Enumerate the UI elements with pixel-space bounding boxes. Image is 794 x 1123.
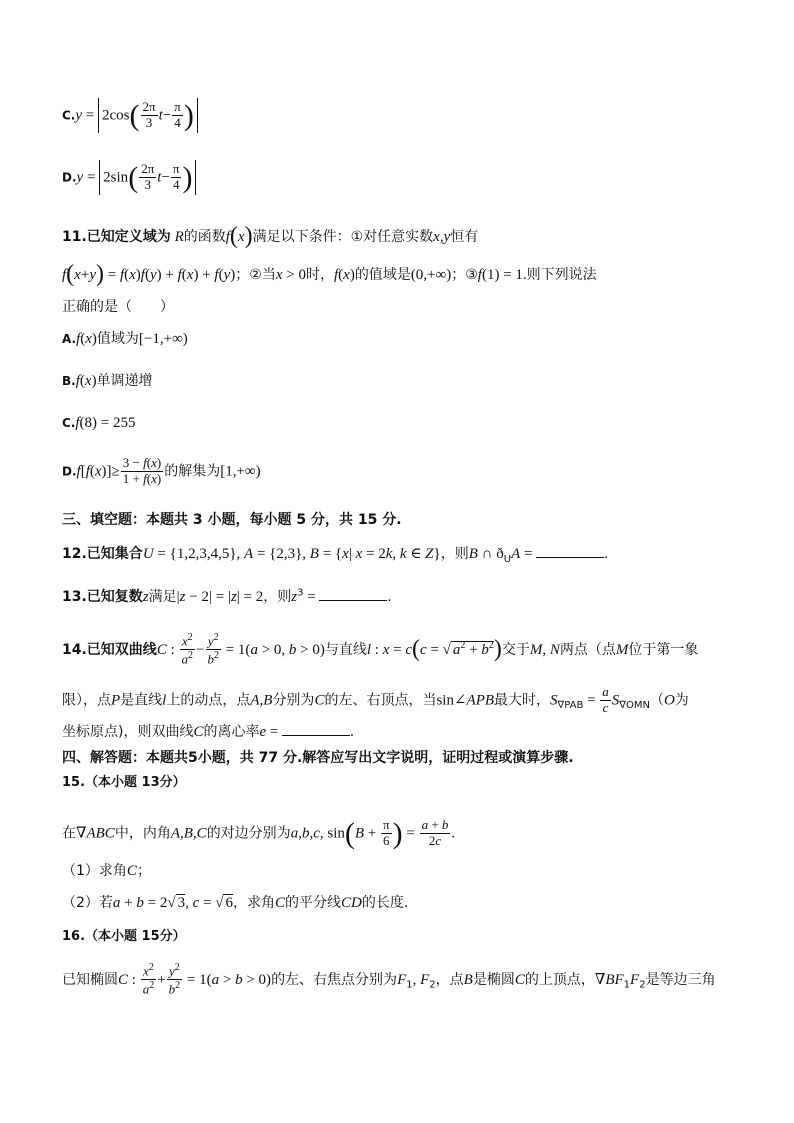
q14-line3: 坐标原点)，则双曲线C的离心率e = .	[62, 724, 354, 740]
q16-stem: 已知椭圆C : $\frac{x^2}{a^2}$ + $\frac{y^2}{b^2}$ = 1(a > b > 0)的左、右焦点分别为$F_1$, $F_2$，点B是椭圆C的上顶点，$\nabla BF_1F_2$是等边三角	[62, 962, 716, 997]
option-label: D.	[62, 170, 77, 185]
q11-conditions: f(x+y) = f(x)f(y) + f(x) + f(y)；②当x > 0时，f(x)的值域是(0,+∞)；③f(1) = 1.则下列说法	[62, 261, 597, 287]
section-3-title: 三、填空题：本题共 3 小题，每小题 5 分，共 15 分.	[62, 512, 402, 528]
q11-option-b: B.f(x)单调递增	[62, 373, 153, 389]
q12: 12.已知集合U = {1,2,3,4,5}, A = {2,3}, B = {x| x = 2k, k ∈ Z}，则B ∩ $ð_UA$ = .	[62, 546, 608, 565]
answer-blank	[319, 588, 387, 601]
abs-expression: 2cos( $\frac{2\pi}{3}$ t− $\frac{\pi}{4}$ )	[98, 98, 198, 133]
q11-option-c: C.f(8) = 255	[62, 415, 136, 431]
q13: 13.已知复数z满足|z − 2| = |z| = 2，则$z^3$ = .	[62, 587, 392, 605]
q10-option-c: C.y = 2cos( $\frac{2\pi}{3}$ t− $\frac{\pi}{4}$ )	[62, 98, 198, 133]
answer-blank	[282, 723, 350, 736]
q15-part2: （2）若a + b = 2√ 3, c = √ 6，求角C的平分线CD的长度.	[62, 895, 409, 911]
q11-option-a: A.f(x)值域为[−1,+∞)	[62, 331, 188, 347]
q14-line1: 14.已知双曲线C : $\frac{x^2}{a^2}$ − $\frac{y^2}{b^2}$ = 1(a > 0, b > 0)与直线l : x = c(c = √ $a^2 + b^2$)交于M, N两点（点M位于第一象	[62, 632, 699, 667]
q15-head: 15.（本小题 13分）	[62, 775, 186, 790]
q11-stem: 11.已知定义域为 R的函数f(x)满足以下条件：①对任意实数x,y恒有	[62, 223, 479, 249]
answer-blank	[536, 545, 604, 558]
q15-stem: 在∇ABC中，内角A,B,C的对边分别为a,b,c, sin(B + $\frac{\pi}{6}$ ) = $\frac{a + b}{2c}$ .	[62, 816, 456, 850]
q11-question: 正确的是（ ）	[62, 299, 174, 315]
section-4-title: 四、解答题：本题共5小题，共 77 分.解答应写出文字说明，证明过程或演算步骤.	[62, 750, 574, 766]
q11-option-d: D.f[f(x)]≥ $\frac{3 - f(x)}{1 + f(x)}$ 的解集为[1,+∞)	[62, 455, 261, 486]
q14-line2: 限），点P是直线l上的动点，点A,B分别为C的左、右顶点，当sin∠APB最大时，$S_{\nabla PAB}$ = $\frac{a}{c}$ $S_{\nabla OMN}(O$为	[62, 684, 689, 715]
option-label: C.	[62, 108, 76, 123]
q16-head: 16.（本小题 15分）	[62, 929, 186, 944]
abs-expression: 2sin( $\frac{2\pi}{3}$ t− $\frac{\pi}{4}$ )	[99, 160, 196, 195]
q15-part1: （1）求角C；	[62, 863, 151, 879]
q10-option-d: D.y = 2sin( $\frac{2\pi}{3}$ t− $\frac{\pi}{4}$ )	[62, 160, 196, 195]
